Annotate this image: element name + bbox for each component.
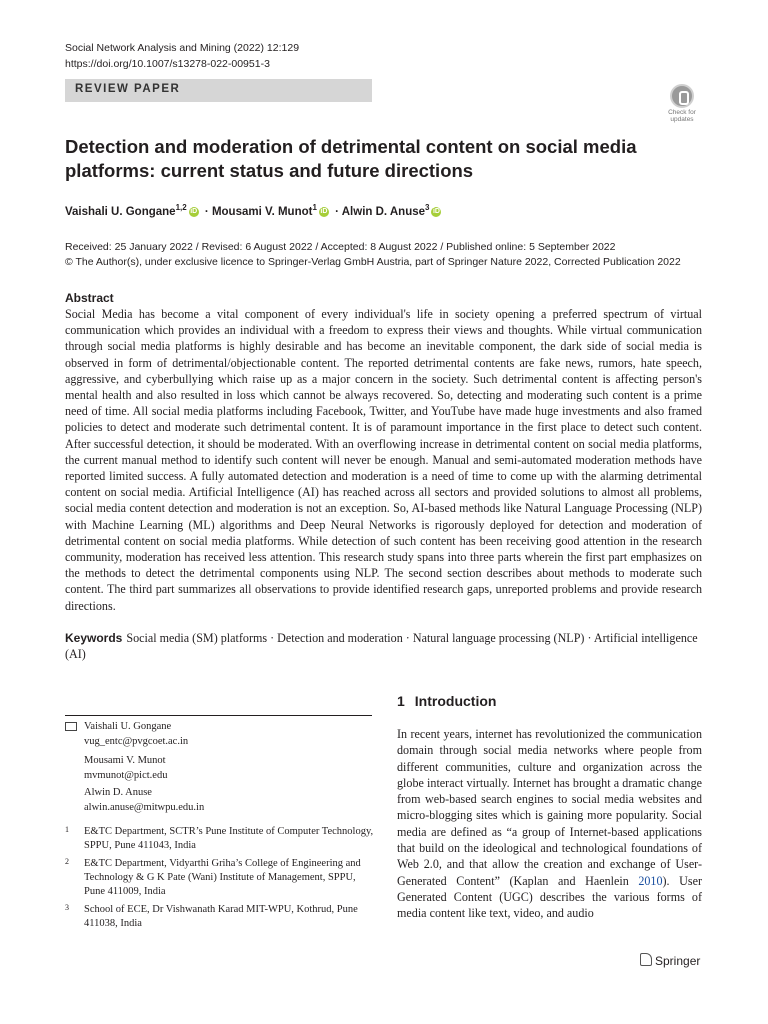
dates-line: Received: 25 January 2022 / Revised: 6 August 2022 / Accepted: 8 August 2022 / Published online: 5 September 2022 [65,241,616,253]
affiliation-number: 3 [65,903,69,912]
correspondence-entry [84,720,188,749]
publication-history [65,240,681,270]
keywords-section [65,630,702,662]
affiliation-number: 1 [65,825,69,834]
affiliation-number: 2 [65,857,69,866]
envelope-icon [65,722,77,731]
keywords-heading: Keywords [65,631,123,645]
author-affiliation-sup: 1,2 [175,203,187,212]
author-list [65,203,444,218]
article-type-label: REVIEW PAPER [75,83,181,95]
author-affiliation-sup: 1 [312,203,317,212]
author-name[interactable]: Vaishali U. Gongane [65,205,176,218]
author-affiliation-sup: 3 [425,203,430,212]
section-heading-introduction [397,693,496,709]
journal-info [65,40,299,72]
orcid-icon[interactable]: iD [432,207,440,215]
footnote-rule [65,715,372,716]
publisher-name: Springer [655,954,701,968]
author-name: Mousami V. Munot [84,755,166,766]
check-for-updates-label: Check for updates [668,109,696,123]
author-name[interactable]: Alwin D. Anuse [341,205,426,218]
springer-horse-icon [640,953,652,966]
affiliation-text: School of ECE, Dr Vishwanath Karad MIT-WPU, Kothrud, Pune 411038, India [84,904,358,929]
abstract-text: Social Media has become a vital component of every individual's life in society opening a preferred spectrum of virtual communication which provides an individual with a freedom to express their views and thoughts. While virtual communication through social media platforms is highly desirable and has become an inevitable component, the dark side of social media is observed in form of detrimental/objectionable content. The reported detrimental contents are fake news, rumors, hate speech, aggressive, and cyberbullying which raise up as a major concern in the society. Such detrimental content is affecting person's mental health and also resulted in loss which cannot be always recovered. So, detecting and moderating such content is a prime need of time. All social media platforms including Facebook, Twitter, and YouTube have made huge investments and also framed policies to detect and moderate such detrimental content. It is of paramount importance in the first place to detect such content. After successful detection, it should be moderated. With an overflowing increase in detrimental content on social media platforms, the current manual method to identify such content will never be enough. Manual and semi-automated moderation methods have reported limited success. A fully automated detection and moderation is a need of time to come up with the alarming detrimental content on social media. Artificial Intelligence (AI) has reached across all sectors and provided solutions to almost all problems, social media content detection and moderation is not an exception. So, AI-based methods like Natural Language Processing (NLP) with Machine Learning (ML) algorithms and Deep Neural Networks is rigorously deployed for detection and moderation of detrimental content on social media platforms. While detection of such content has been receiving good attention in the research community, moderation has received less attention. This research study spans into three parts wherein the first part emphasizes on the methods to detect the detrimental components using NLP. The second section describes about methods to moderate such content. The third part summarizes all observations to provide identified research gaps, unreported problems and provide research directions. [65,307,702,613]
author-name[interactable]: Mousami V. Munot [211,205,313,218]
abstract-heading: Abstract [65,291,114,305]
affiliation-text: E&TC Department, SCTR’s Pune Institute of Computer Technology, SPPU, Pune 411043, India [84,826,374,851]
correspondence-entry [84,786,204,815]
orcid-icon[interactable]: iD [190,207,198,215]
article-type-banner [65,79,372,102]
author-email[interactable]: mvmunot@pict.edu [84,769,168,781]
bookmark-icon [670,84,694,108]
author-email[interactable]: alwin.anuse@mitwpu.edu.in [84,801,205,813]
author-email[interactable]: vug_entc@pvgcoet.ac.in [84,735,189,747]
copyright-line: © The Author(s), under exclusive licence to Springer-Verlag GmbH Austria, part of Springer Nature 2022, Corrected Publication 2022 [65,256,681,268]
section-title: Introduction [414,693,497,709]
citation-link[interactable]: 2010 [638,873,663,888]
check-for-updates-badge[interactable] [662,84,702,124]
author-separator: · [335,205,339,218]
doi-link[interactable]: https://doi.org/10.1007/s13278-022-00951-3 [65,58,270,70]
author-separator: · [204,205,209,218]
introduction-text: In recent years, internet has revolutionized the communication domain through social media networks where people from different communities, culture and organization across the globe interact virtually. Internet has brought a dramatic change from web-based search engines to social media websites and micro-blogging sites which is gaining more popularity. Social media are defined as “a group of Internet-based applications that build on the ideological and technological foundations of Web 2.0, and that allow the creation and exchange of User-Generated Content” (Kaplan and Haenlein 2010). User Generated Content (UGC) describes the various forms of media content like text, video, and audio [397,727,702,921]
orcid-icon[interactable]: iD [320,207,328,215]
journal-citation: Social Network Analysis and Mining (2022) 12:129 [65,42,300,54]
paper-title: Detection and moderation of detrimental content on social media platforms: current status and future directions [65,136,637,181]
author-name: Alwin D. Anuse [84,787,152,798]
author-name: Vaishali U. Gongane [84,721,172,732]
correspondence-entry [84,754,167,783]
publisher-logo [640,953,700,968]
affiliation-text: E&TC Department, Vidyarthi Griha’s College of Engineering and Technology & G K Pate (Wani) Institute of Management, SPPU, Pune 411009, India [84,858,361,897]
section-number: 1 [397,693,405,709]
keywords-text: Social media (SM) platforms · Detection and moderation · Natural language processing (NLP) · Artificial intelligence (AI) [65,631,698,662]
